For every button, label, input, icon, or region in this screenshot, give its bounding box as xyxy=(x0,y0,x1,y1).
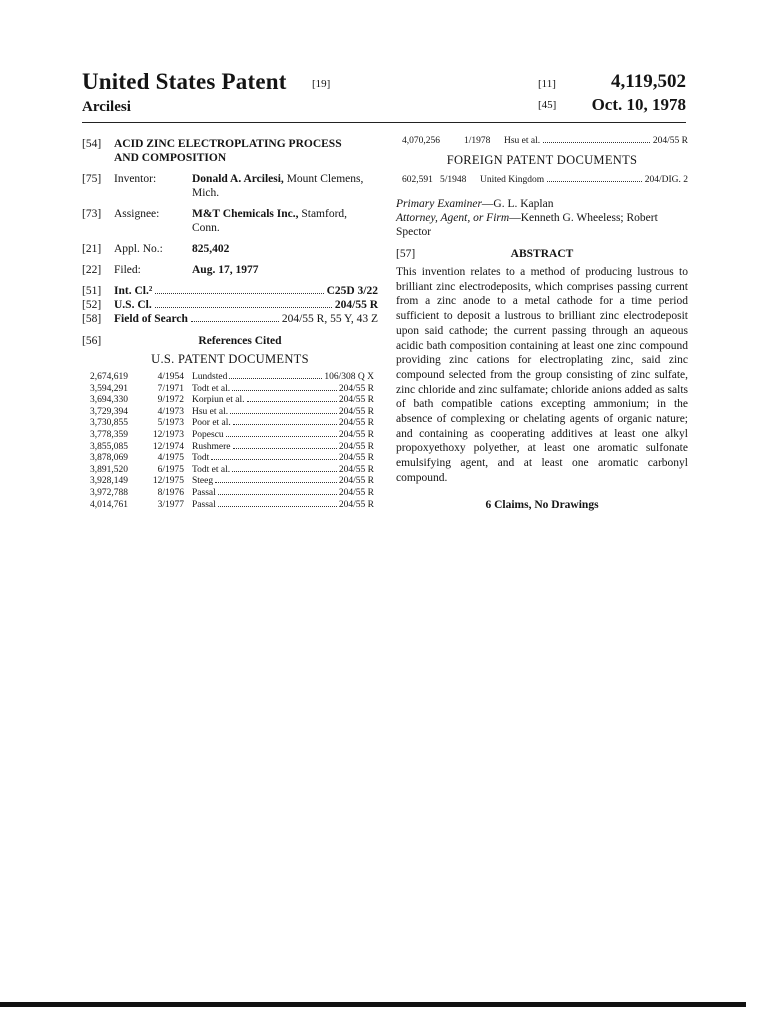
us-cl-value: 204/55 R xyxy=(334,299,378,311)
citation-date: 5/1973 xyxy=(157,418,184,429)
citation-name: Poor et al. xyxy=(192,418,231,429)
citation-name: Todt xyxy=(192,453,210,464)
abstract-code: [57] xyxy=(396,248,416,260)
field-search-value: 204/55 R, 55 Y, 43 Z xyxy=(281,313,378,325)
field-search-row xyxy=(82,312,378,326)
citation-date: 4/1954 xyxy=(157,372,184,382)
leader-dots xyxy=(233,448,337,449)
citation-number: 2,674,619 xyxy=(90,372,128,382)
right-column xyxy=(396,134,688,512)
assignee-value xyxy=(192,207,378,235)
citation-number: 3,928,149 xyxy=(90,476,128,487)
citation-name-cell xyxy=(192,442,374,454)
citation-date: 1/1978 xyxy=(464,136,491,146)
assignee-label: Assignee: xyxy=(114,208,160,220)
citation-row xyxy=(90,407,374,419)
int-cl-label: Int. Cl.² xyxy=(114,285,153,297)
invention-title xyxy=(114,137,378,165)
leader-dots xyxy=(247,401,337,402)
citation-number: 3,878,069 xyxy=(90,453,128,464)
appl-no-label: Appl. No.: xyxy=(114,243,163,255)
primary-examiner-label: Primary Examiner xyxy=(396,198,482,210)
inventor-field xyxy=(82,172,378,200)
filed-label: Filed: xyxy=(114,264,141,276)
citation-row xyxy=(90,476,374,488)
patent-date: Oct. 10, 1978 xyxy=(591,95,686,114)
citation-date: 4/1973 xyxy=(157,406,184,417)
assignee-code: [73] xyxy=(82,208,102,220)
citation-name-cell xyxy=(192,407,374,419)
citation-class: 204/55 R xyxy=(338,476,374,487)
inventor-code: [75] xyxy=(82,173,102,185)
citation-name-wrap xyxy=(192,395,374,407)
leader-dots xyxy=(226,436,337,437)
us-cl-row xyxy=(82,298,378,312)
abstract-heading: ABSTRACT xyxy=(510,248,574,260)
leader-dots xyxy=(218,506,337,507)
primary-examiner-name: G. L. Kaplan xyxy=(493,198,554,210)
citation-name: Lundsted xyxy=(192,372,228,382)
citation-name-wrap xyxy=(192,418,374,430)
us-citation-continued xyxy=(402,134,688,148)
references-heading: References Cited xyxy=(198,335,282,347)
citation-name: Steeg xyxy=(192,476,214,487)
inventor-value xyxy=(192,172,378,200)
citation-row xyxy=(90,418,374,430)
citation-class: 204/55 R xyxy=(338,487,374,498)
citation-name-cell xyxy=(192,488,374,500)
leader-dots xyxy=(218,494,337,495)
examiner-block xyxy=(396,197,688,239)
citation-number: 4,014,761 xyxy=(90,499,128,510)
leader-dots xyxy=(155,293,323,294)
citation-class: 204/55 R xyxy=(338,464,374,475)
citation-number: 3,972,788 xyxy=(90,487,128,498)
citation-name: Todt et al. xyxy=(192,383,231,394)
citation-class: 204/55 R xyxy=(338,453,374,464)
citation-name: Todt et al. xyxy=(192,464,231,475)
citation-name: Hsu et al. xyxy=(192,406,229,417)
leader-dots xyxy=(155,307,332,308)
assignee-location-b: Conn. xyxy=(192,222,220,234)
patent-office-title: United States Patent xyxy=(82,69,287,94)
citation-name-cell xyxy=(192,418,374,430)
references-heading-row xyxy=(82,334,378,348)
primary-examiner: Primary Examiner—G. L. Kaplan xyxy=(396,198,554,210)
foreign-patent-docs-heading: FOREIGN PATENT DOCUMENTS xyxy=(446,153,638,167)
citation-number: 602,591 xyxy=(402,175,433,185)
inventor-surname: Arcilesi xyxy=(82,99,131,115)
code-45: [45] xyxy=(538,99,557,111)
citation-name-wrap xyxy=(192,476,374,488)
citation-date: 4/1975 xyxy=(157,453,184,464)
citation-name-wrap xyxy=(192,384,374,396)
citation-row xyxy=(90,384,374,396)
appl-no-value: 825,402 xyxy=(192,243,230,255)
citation-class: 204/DIG. 2 xyxy=(644,175,688,185)
inventor-location-a: Mount Clemens, xyxy=(286,173,364,185)
citation-class: 204/55 R xyxy=(338,406,374,417)
citation-class: 204/55 R xyxy=(338,441,374,452)
attorney-label: Attorney, Agent, or Firm xyxy=(396,212,510,224)
citation-name-cell xyxy=(192,372,374,384)
citation-row xyxy=(90,488,374,500)
citation-class: 204/55 R xyxy=(338,395,374,406)
us-citations-table xyxy=(90,372,374,511)
code-11: [11] xyxy=(538,78,556,90)
citation-number: 3,891,520 xyxy=(90,464,128,475)
invention-title-line2: AND COMPOSITION xyxy=(114,152,227,164)
int-cl-code: [51] xyxy=(82,285,102,297)
citation-number: 3,694,330 xyxy=(90,395,128,406)
filed-value: Aug. 17, 1977 xyxy=(192,264,259,276)
citation-number: 3,729,394 xyxy=(90,406,128,417)
assignee-location-a: Stamford, xyxy=(301,208,348,220)
citation-date: 5/1948 xyxy=(440,175,467,185)
citation-country: United Kingdom xyxy=(480,175,545,185)
appl-no-code: [21] xyxy=(82,243,102,255)
abstract-heading-row xyxy=(396,247,688,261)
invention-title-line1: ACID ZINC ELECTROPLATING PROCESS xyxy=(114,138,342,150)
us-cl-code: [52] xyxy=(82,299,102,311)
citation-name: Passal xyxy=(192,499,216,510)
references-code: [56] xyxy=(82,335,102,347)
citation-row xyxy=(90,442,374,454)
citation-number: 4,070,256 xyxy=(402,136,440,146)
leader-dots xyxy=(215,482,337,483)
left-column xyxy=(82,137,378,511)
us-patent-docs-heading: U.S. PATENT DOCUMENTS xyxy=(151,352,309,366)
header-rule xyxy=(82,122,686,123)
citation-name-cell xyxy=(192,430,374,442)
citation-class: 106/308 Q X xyxy=(324,372,374,382)
citation-name: Rushmere xyxy=(192,441,231,452)
citation-name: Passal xyxy=(192,487,216,498)
leader-dots xyxy=(229,378,322,379)
citation-name: Korpiun et al. xyxy=(192,395,245,406)
title-code: [54] xyxy=(82,138,102,150)
citation-name-cell xyxy=(192,465,374,477)
citation-number: 3,730,855 xyxy=(90,418,128,429)
citation-name-wrap xyxy=(192,465,374,477)
appl-no-field xyxy=(82,242,378,256)
citation-row xyxy=(90,395,374,407)
citation-name-wrap xyxy=(192,430,374,442)
int-cl-row xyxy=(82,284,378,298)
inventor-location-b: Mich. xyxy=(192,187,220,199)
bottom-rule xyxy=(0,1002,746,1007)
leader-dots xyxy=(232,471,337,472)
citation-name-wrap xyxy=(192,372,374,384)
citation-name-wrap xyxy=(192,500,374,512)
foreign-citation xyxy=(402,173,688,187)
field-search-label: Field of Search xyxy=(114,313,188,325)
inventor-name: Donald A. Arcilesi, xyxy=(192,173,284,185)
citation-class: 204/55 R xyxy=(338,499,374,510)
patent-number: 4,119,502 xyxy=(611,71,686,92)
citation-name-wrap xyxy=(192,407,374,419)
citation-class: 204/55 R xyxy=(652,136,688,146)
citation-date: 3/1977 xyxy=(157,499,184,510)
citation-name-cell xyxy=(192,395,374,407)
us-cl-label: U.S. Cl. xyxy=(114,299,152,311)
leader-dots xyxy=(233,424,337,425)
citation-date: 7/1971 xyxy=(157,383,184,394)
citation-number: 3,778,359 xyxy=(90,429,128,440)
citation-row xyxy=(90,453,374,465)
citation-name: Popescu xyxy=(192,429,224,440)
citation-name-cell xyxy=(192,384,374,396)
attorney-name: Kenneth G. Wheeless; Robert Spector xyxy=(396,212,658,238)
leader-dots xyxy=(211,459,337,460)
citation-name-cell xyxy=(192,500,374,512)
citation-number: 3,594,291 xyxy=(90,383,128,394)
assignee-name: M&T Chemicals Inc., xyxy=(192,208,299,220)
code-19: [19] xyxy=(312,78,331,90)
citation-class: 204/55 R xyxy=(338,418,374,429)
field-search-code: [58] xyxy=(82,313,102,325)
citation-date: 12/1973 xyxy=(152,429,184,440)
citation-date: 12/1974 xyxy=(152,441,184,452)
attorney: Attorney, Agent, or Firm—Kenneth G. Wheeless; Robert Spector xyxy=(396,212,658,238)
citation-name-cell xyxy=(192,476,374,488)
citation-row xyxy=(90,430,374,442)
citation-name-cell xyxy=(192,453,374,465)
citation-name: Hsu et al. xyxy=(504,136,541,146)
assignee-field xyxy=(82,207,378,235)
title-field xyxy=(82,137,378,165)
int-cl-value: C25D 3/22 xyxy=(326,285,378,297)
citation-name-wrap xyxy=(192,453,374,465)
citation-class: 204/55 R xyxy=(338,429,374,440)
citation-date: 12/1975 xyxy=(152,476,184,487)
leader-dots xyxy=(543,142,650,143)
citation-name-wrap xyxy=(192,442,374,454)
abstract-text: This invention relates to a method of producing lustrous to brilliant zinc electrodeposits, which comprises passing current from a zinc anode to a metal cathode for a time period sufficient to deposit a lustrous to brilliant zinc electrodeposit upon said cathode; the current passing through an aqueous acidic bath composition containing at least one zinc compound providing zinc cations for electroplating zinc, said zinc compound selected from the group consisting of zinc sulfate, zinc chloride and zinc sulfamate; chloride anions added as salts of bath compatible cations excepting ammonium; in the absence of complexing or chelating agents of organic nature; and containing as cooperating additives at least one alkyl propoxyethoxy polyether, at least one aromatic sulfonate emulsifying agent, and at least one aromatic carbonyl compound. xyxy=(396,266,688,484)
citation-row xyxy=(90,500,374,512)
citation-row xyxy=(90,465,374,477)
leader-dots xyxy=(547,181,642,182)
leader-dots xyxy=(232,390,337,391)
citation-date: 9/1972 xyxy=(157,395,184,406)
citation-number: 3,855,085 xyxy=(90,441,128,452)
filed-code: [22] xyxy=(82,264,102,276)
leader-dots xyxy=(230,413,337,414)
citation-date: 8/1976 xyxy=(157,487,184,498)
claims-summary: 6 Claims, No Drawings xyxy=(485,498,599,511)
citation-row xyxy=(90,372,374,384)
leader-dots xyxy=(191,321,279,322)
inventor-label: Inventor: xyxy=(114,173,157,185)
citation-class: 204/55 R xyxy=(338,383,374,394)
citation-date: 6/1975 xyxy=(157,464,184,475)
citation-name-wrap xyxy=(192,488,374,500)
filed-field xyxy=(82,263,378,277)
